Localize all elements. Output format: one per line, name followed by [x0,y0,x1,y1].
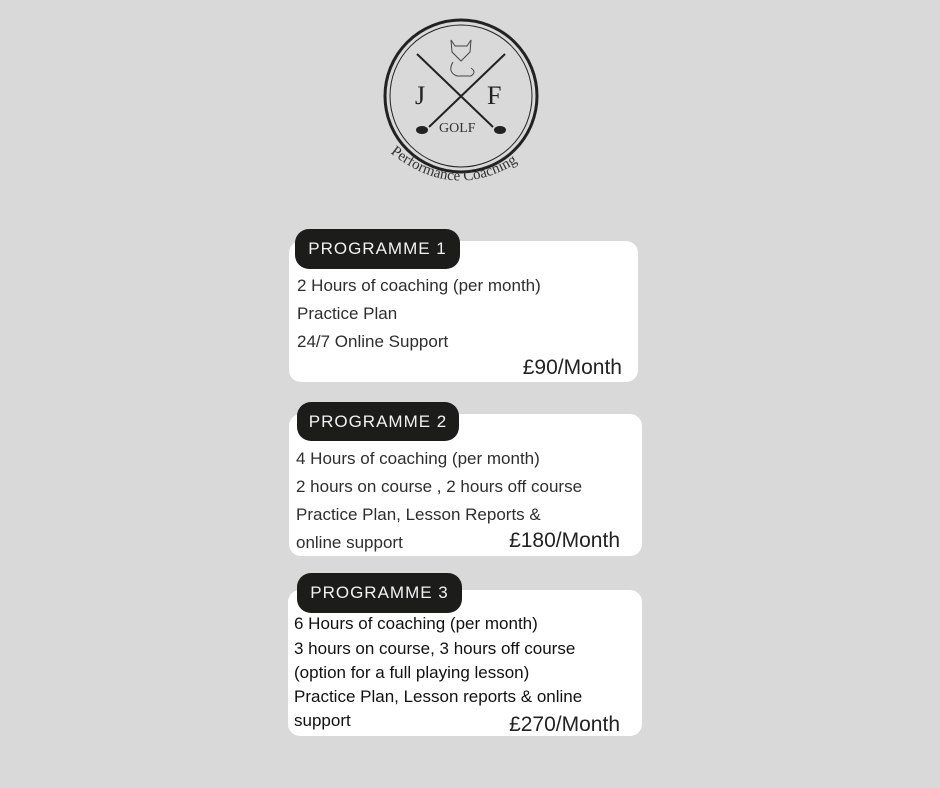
golf-logo-icon [375,12,555,197]
programme-3-line: 3 hours on course, 3 hours off course [294,639,576,658]
svg-text:F: F [487,81,502,110]
programme-2-line: 4 Hours of coaching (per month) [296,449,540,468]
programme-3-label: PROGRAMME 3 [297,573,462,613]
logo [375,12,555,197]
programme-3-line: 6 Hours of coaching (per month) [294,614,538,633]
programme-3-line: Practice Plan, Lesson reports & online [294,687,583,706]
programme-1-price: £90/Month [522,356,622,379]
svg-text:Performance Coaching: Performance Coaching [387,143,520,185]
programme-1-line: 2 Hours of coaching (per month) [297,276,541,295]
svg-text:GOLF: GOLF [439,121,476,136]
programme-3-line: support [294,711,351,730]
programme-1-label: PROGRAMME 1 [295,229,460,269]
programme-1-line: Practice Plan [297,304,398,323]
programme-2-line: 2 hours on course , 2 hours off course [296,477,583,496]
programme-2-label: PROGRAMME 2 [297,402,459,441]
programme-1-line: 24/7 Online Support [297,332,449,351]
svg-text:J: J [415,81,426,110]
programme-2-line: Practice Plan, Lesson Reports & [296,505,541,524]
programme-2-price: £180/Month [509,529,620,552]
programme-2-line: online support [296,533,403,552]
programme-3-line: (option for a full playing lesson) [294,663,530,682]
programme-3-price: £270/Month [509,713,620,736]
